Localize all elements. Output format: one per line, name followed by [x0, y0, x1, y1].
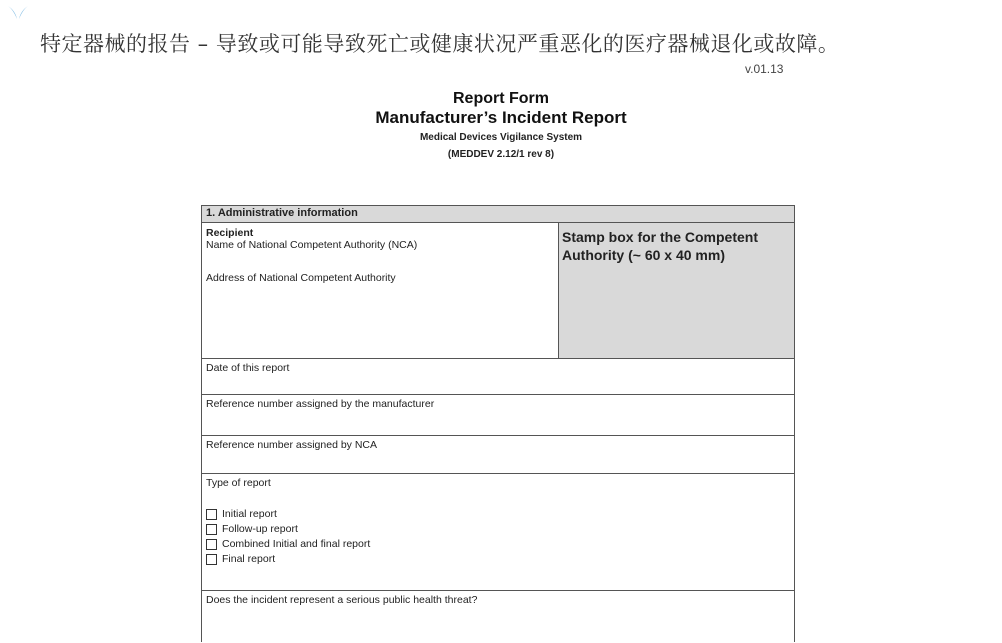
ref-manufacturer-row[interactable] — [202, 395, 794, 436]
checkbox-label: Follow-up report — [222, 523, 298, 535]
public-health-threat-row[interactable] — [202, 591, 794, 643]
checkbox-label: Combined Initial and final report — [222, 538, 371, 550]
date-of-report-label: Date of this report — [206, 362, 290, 374]
stamp-box: Stamp box for the Competent Authority (~ 60 x 40 mm) — [559, 223, 794, 359]
checkbox-follow-up-report[interactable] — [206, 523, 790, 535]
form-system: Medical Devices Vigilance System — [419, 132, 583, 143]
checkbox-final-report[interactable] — [206, 553, 790, 565]
form-code: (MEDDEV 2.12/1 rev 8) — [447, 149, 555, 160]
type-of-report-row — [202, 474, 794, 591]
section-header-administrative: 1. Administrative information — [202, 206, 794, 223]
form-subtitle: Manufacturer’s Incident Report — [375, 108, 627, 127]
ref-nca-row[interactable] — [202, 436, 794, 474]
checkbox-initial-report[interactable] — [206, 508, 790, 520]
nca-address-label: Address of National Competent Authority — [206, 272, 396, 284]
checkbox-icon[interactable] — [206, 539, 217, 550]
checkbox-icon[interactable] — [206, 509, 217, 520]
ref-nca-label: Reference number assigned by NCA — [206, 439, 378, 451]
form-title-block — [300, 90, 702, 160]
checkbox-icon[interactable] — [206, 554, 217, 565]
date-of-report-row[interactable] — [202, 359, 794, 395]
form-title: Report Form — [453, 90, 549, 107]
incident-report-form — [201, 205, 795, 642]
recipient-cell — [202, 223, 559, 359]
checkbox-label: Final report — [222, 553, 276, 565]
type-of-report-label: Type of report — [206, 477, 271, 489]
nca-name-label: Name of National Competent Authority (NCA) — [206, 239, 418, 251]
checkbox-combined-report[interactable] — [206, 538, 790, 550]
recipient-label: Recipient — [206, 227, 254, 239]
form-version: v.01.13 — [745, 62, 784, 76]
checkbox-icon[interactable] — [206, 524, 217, 535]
page-heading: 特定器械的报告 – 导致或可能导致死亡或健康状况严重恶化的医疗器械退化或故障。 — [40, 32, 840, 56]
bird-logo-icon — [6, 4, 30, 22]
public-health-threat-label: Does the incident represent a serious public health threat? — [206, 594, 478, 606]
checkbox-label: Initial report — [222, 508, 277, 520]
ref-manufacturer-label: Reference number assigned by the manufacturer — [206, 398, 435, 410]
